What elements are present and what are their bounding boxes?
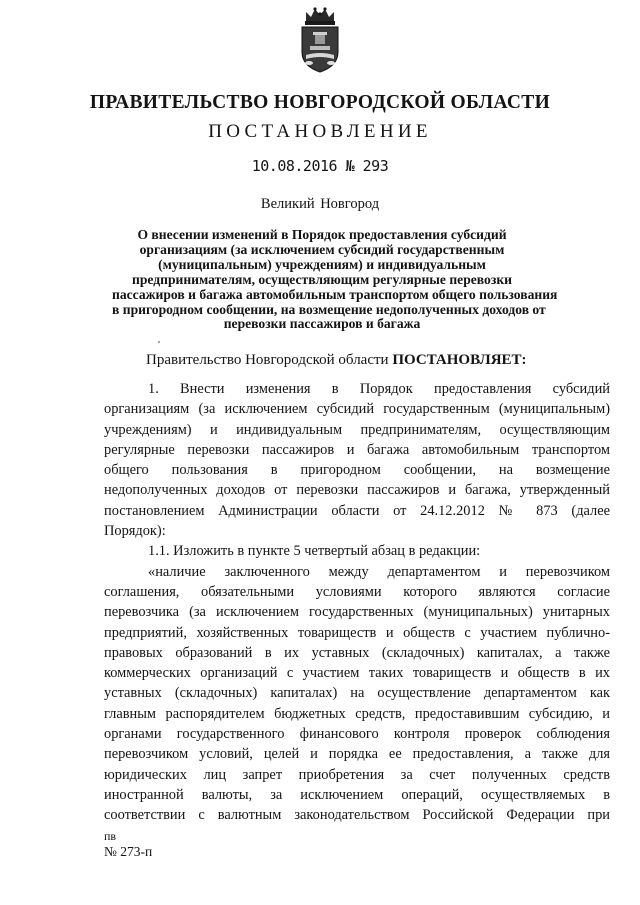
document-type: ПОСТАНОВЛЕНИЕ — [208, 121, 432, 142]
body-line: главным распорядителем бюджетных средств, предоставившим субсидию, и — [104, 705, 610, 722]
body-line: постановлением Администрации области от 24.12.2012 № 873 (далее — [104, 502, 610, 519]
body-line: перевозчика (за исключением государственных (муниципальных) унитарных — [104, 604, 610, 621]
body-line: органами государственного финансового контроля проверок соблюдения — [104, 726, 610, 743]
date-and-number: 10.08.2016 № 293 — [251, 157, 389, 175]
document-internal-number: № 273-п — [104, 844, 153, 859]
body-line: 1. Внести изменения в Порядок предоставления субсидий — [148, 381, 610, 397]
footer — [104, 829, 152, 859]
coat-of-arms-icon — [296, 6, 344, 74]
title-line: перевозки пассажиров и багажа — [223, 316, 421, 332]
body-line: 1.1. Изложить в пункте 5 четвертый абзац в редакции: — [148, 543, 481, 560]
title-line: в пригородном сообщении, на возмещение недополученных доходов от — [112, 301, 546, 317]
body-line: коммерческих организаций с участием таких товариществ и обществ в их — [104, 665, 610, 682]
document-title — [112, 227, 558, 332]
body-line: недополученных доходов от перевозки пассажиров и багажа, утвержденный — [104, 482, 610, 499]
enacting-text: Правительство Новгородской области — [146, 352, 393, 368]
enacting-clause — [146, 352, 527, 369]
body-line: юридических лиц запрет приобретения за счет полученных средств — [104, 766, 610, 783]
title-line: предпринимателям, осуществляющим регулярные перевозки — [132, 271, 512, 287]
body-line: регулярные перевозки пассажиров и багажа автомобильным транспортом — [104, 441, 610, 458]
city-name: Великий Новгород — [260, 196, 380, 212]
body-line: правовых образований в их уставных (складочных) капиталах, а также — [104, 644, 610, 661]
body-line: «наличие заключенного между департаментом и перевозчиком — [148, 563, 610, 580]
government-name: ПРАВИТЕЛЬСТВО НОВГОРОДСКОЙ ОБЛАСТИ — [89, 92, 551, 113]
scan-speck — [158, 341, 160, 343]
title-line: (муниципальным) учреждениям) и индивидуальным — [158, 256, 486, 272]
title-line: О внесении изменений в Порядок предоставления субсидий — [137, 227, 507, 242]
body-line: перевозчиком условий, целей и порядка ее предоставления, а также для — [104, 746, 610, 763]
body-line: соглашения, обязательными условиями которого являются согласие — [104, 583, 610, 600]
body-line: предприятий, хозяйственных товариществ и обществ с участием публично- — [104, 624, 610, 641]
body-line: общего пользования в пригородном сообщении, на возмещение — [104, 462, 610, 479]
title-line: организациям (за исключением субсидий государственным — [139, 241, 505, 257]
body-line: соответствии с валютным законодательством Российской Федерации при — [104, 807, 610, 824]
enacting-keyword: ПОСТАНОВЛЯЕТ: — [392, 352, 527, 368]
body-line: организациям (за исключением субсидий государственным (муниципальным) — [104, 401, 610, 418]
body-line: иностранной валюты, за исключением операций, осуществляемых в — [104, 786, 610, 803]
executor-initials: пв — [104, 829, 117, 843]
body-line: уставных (складочных) капиталах) на осуществление департаментом как — [104, 685, 610, 702]
body-line: учреждениям) и индивидуальным предпринимателям, осуществляющим — [104, 421, 610, 438]
document-body — [104, 379, 610, 826]
title-line: пассажиров и багажа автомобильным транспортом общего пользования — [112, 286, 558, 302]
body-line: Порядок): — [104, 523, 166, 540]
